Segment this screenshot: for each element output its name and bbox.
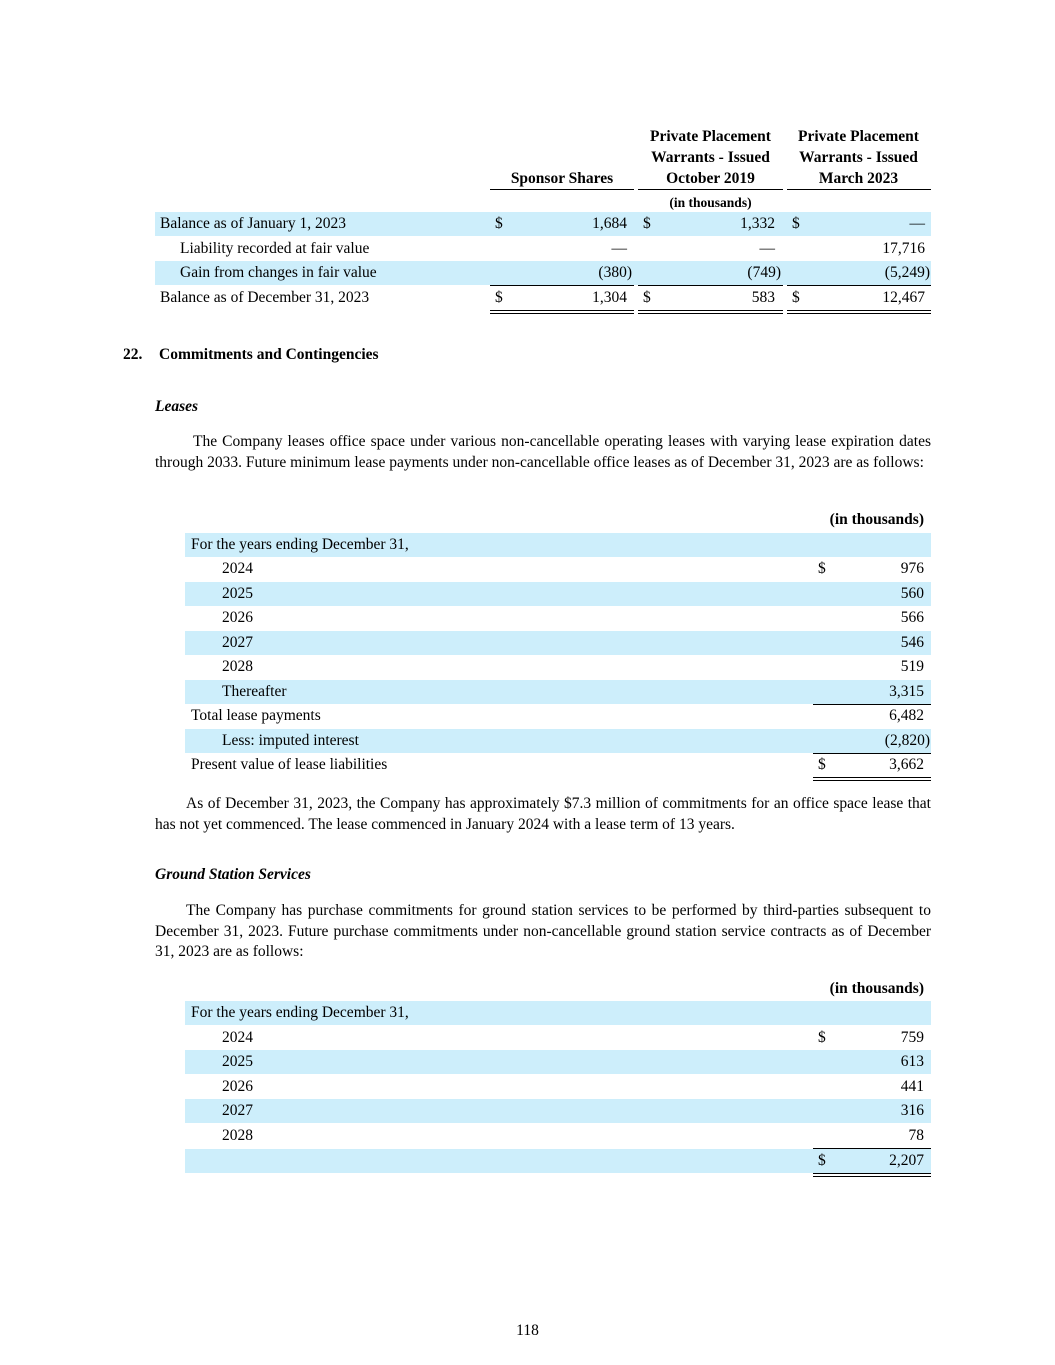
col-header-ppw-2019: Private Placement Warrants - Issued October 2019 — [650, 128, 771, 187]
cell-value: 1,684 — [592, 215, 627, 232]
table-row — [185, 582, 931, 606]
cell-value: (380) — [598, 264, 632, 281]
row-label: Less: imputed interest — [222, 732, 359, 749]
cell-value: 546 — [900, 634, 924, 651]
table-row — [185, 1026, 931, 1050]
cell-value: 759 — [900, 1029, 924, 1046]
table-row — [185, 1124, 931, 1148]
cell-value: (749) — [747, 264, 781, 281]
cell-value: 12,467 — [882, 289, 925, 306]
row-label: For the years ending December 31, — [191, 1004, 409, 1021]
row-label: Balance as of December 31, 2023 — [160, 289, 370, 306]
cell-value: 1,304 — [592, 289, 627, 306]
cell-value: 566 — [900, 609, 924, 626]
lease-commitment-note: As of December 31, 2023, the Company has approximately $7.3 million of commitments for an office space lease that has not yet commenced. The lease commenced in January 2024 with a lease term of 13 years. — [155, 795, 931, 833]
row-label: For the years ending December 31, — [191, 536, 409, 553]
cell-value: 560 — [900, 585, 924, 602]
leases-heading: Leases — [155, 398, 199, 415]
cell-value: — — [611, 240, 627, 257]
table-row — [155, 261, 931, 285]
header-rule — [787, 189, 931, 190]
cell-value: 316 — [900, 1102, 924, 1119]
units-label: (in thousands) — [829, 980, 924, 997]
table-row — [185, 753, 931, 777]
cell-value: — — [759, 240, 775, 257]
row-label: 2027 — [222, 634, 253, 651]
row-label: Thereafter — [222, 683, 287, 700]
table-row — [185, 606, 931, 630]
table-row — [155, 237, 931, 261]
col-header-ppw-2023: Private Placement Warrants - Issued March 2023 — [798, 128, 919, 187]
currency-symbol: $ — [818, 560, 826, 577]
currency-symbol: $ — [818, 756, 826, 773]
leases-intro: The Company leases office space under various non-cancellable operating leases with varying lease expiration dates through 2033. Future minimum lease payments under non-cancellable office leases as of December 31, 2023 are as follows: — [155, 433, 931, 471]
double-rule — [490, 310, 634, 314]
units-label: (in thousands) — [829, 511, 924, 528]
row-label: 2024 — [222, 1029, 253, 1046]
cell-value: (2,820) — [884, 732, 930, 749]
cell-value: 78 — [908, 1127, 924, 1144]
row-label: Liability recorded at fair value — [180, 240, 370, 257]
table-row — [185, 655, 931, 679]
col-header-sponsor: Sponsor Shares — [510, 170, 614, 187]
row-label: Present value of lease liabilities — [191, 756, 388, 773]
table-row — [185, 533, 931, 557]
currency-symbol: $ — [643, 215, 651, 232]
cell-value: 3,315 — [889, 683, 924, 700]
table-row — [185, 1001, 931, 1025]
double-rule — [813, 777, 931, 781]
row-label: 2028 — [222, 658, 253, 675]
row-label: 2025 — [222, 585, 253, 602]
currency-symbol: $ — [643, 289, 651, 306]
row-label: 2026 — [222, 1078, 253, 1095]
currency-symbol: $ — [818, 1152, 826, 1169]
header-rule — [490, 189, 634, 190]
row-label: Total lease payments — [191, 707, 321, 724]
section-number: 22. — [123, 346, 143, 363]
row-label: 2026 — [222, 609, 253, 626]
table-row — [155, 212, 931, 236]
cell-value: — — [909, 215, 925, 232]
double-rule — [787, 310, 931, 314]
row-label: 2024 — [222, 560, 253, 577]
table-row — [185, 1099, 931, 1123]
double-rule — [813, 1173, 931, 1177]
row-label: 2028 — [222, 1127, 253, 1144]
row-label: Gain from changes in fair value — [180, 264, 377, 281]
ground-heading: Ground Station Services — [155, 866, 311, 883]
row-label: 2027 — [222, 1102, 253, 1119]
cell-value: 6,482 — [889, 707, 924, 724]
table-row — [185, 729, 931, 753]
table-row — [155, 286, 931, 310]
table-row — [185, 680, 931, 704]
currency-symbol: $ — [818, 1029, 826, 1046]
cell-value: (5,249) — [884, 264, 930, 281]
cell-value: 976 — [900, 560, 924, 577]
cell-value: 441 — [900, 1078, 924, 1095]
table-row — [185, 557, 931, 581]
table-row — [185, 631, 931, 655]
currency-symbol: $ — [495, 215, 503, 232]
cell-value: 519 — [900, 658, 924, 675]
row-label: 2025 — [222, 1053, 253, 1070]
page-number: 118 — [516, 1322, 539, 1339]
currency-symbol: $ — [792, 289, 800, 306]
table-row — [185, 1075, 931, 1099]
currency-symbol: $ — [495, 289, 503, 306]
units-label: (in thousands) — [669, 195, 752, 210]
cell-value: 3,662 — [889, 756, 924, 773]
cell-value: 2,207 — [889, 1152, 924, 1169]
header-rule — [638, 189, 783, 190]
currency-symbol: $ — [792, 215, 800, 232]
section-title: Commitments and Contingencies — [159, 346, 379, 363]
row-label: Balance as of January 1, 2023 — [160, 215, 346, 232]
table-row — [185, 1050, 931, 1074]
table-row — [185, 704, 931, 728]
ground-intro: The Company has purchase commitments for ground station services to be performed by third-parties subsequent to December 31, 2023. Future purchase commitments under non-cancellable ground station service contracts as of December 31, 2023 are as follows: — [155, 902, 931, 960]
cell-value: 613 — [900, 1053, 924, 1070]
cell-value: 17,716 — [882, 240, 925, 257]
cell-value: 583 — [751, 289, 775, 306]
table-row — [185, 1149, 931, 1173]
cell-value: 1,332 — [740, 215, 775, 232]
double-rule — [638, 310, 783, 314]
